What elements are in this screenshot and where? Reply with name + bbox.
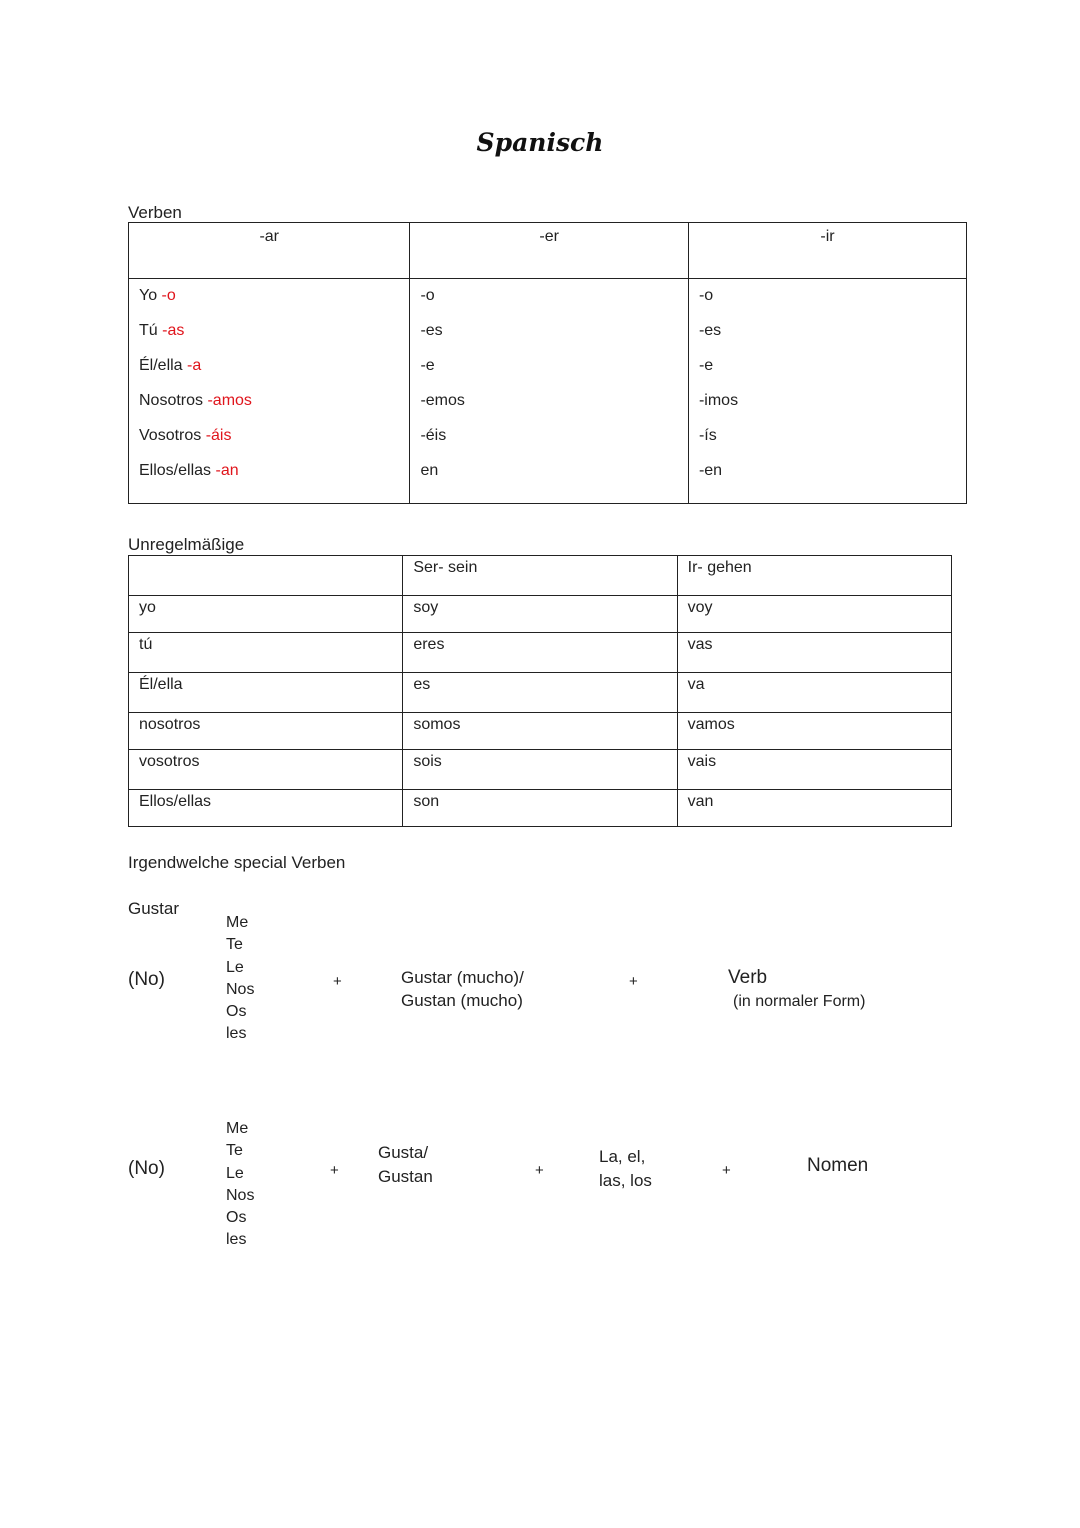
list-item: -e: [698, 357, 714, 374]
table-cell: vamos: [677, 713, 951, 750]
list-item: Él/ella -a: [139, 357, 202, 374]
list-item: -e: [420, 357, 435, 374]
pronoun-item: Nos: [226, 980, 255, 998]
table-cell: es: [403, 673, 677, 713]
list-item: -en: [698, 462, 723, 479]
pronoun-item: Le: [226, 1164, 244, 1182]
list-item: -o: [698, 287, 714, 304]
gusta-line: Gustan: [378, 1167, 433, 1186]
list-item: -es: [698, 322, 722, 339]
list-item: -o: [420, 287, 435, 304]
verb-label: Verb: [728, 967, 768, 988]
table-row: [129, 633, 952, 673]
table-header-row: [129, 223, 967, 279]
list-item: Ellos/ellas -an: [139, 462, 239, 479]
table-cell: van: [677, 790, 951, 827]
table-cell: somos: [403, 713, 677, 750]
special-verbs-label: Irgendwelche special Verben: [128, 853, 346, 872]
table-body-row: [129, 279, 967, 504]
table-cell: sois: [403, 750, 677, 790]
ir-column: [688, 279, 966, 504]
article-line: las, los: [599, 1171, 652, 1190]
verben-label: Verben: [128, 203, 182, 222]
header-er: -er: [410, 223, 689, 279]
table-cell: [129, 556, 403, 596]
list-item: Nosotros -amos: [139, 392, 252, 409]
table-cell: yo: [129, 596, 403, 633]
gustar-line: Gustar (mucho)/: [401, 968, 524, 987]
verb-note: (in normaler Form): [733, 993, 866, 1010]
table-cell: voy: [677, 596, 951, 633]
table-cell: Ser- sein: [403, 556, 677, 596]
table-cell: Él/ella: [129, 673, 403, 713]
pronoun-item: Me: [226, 1120, 249, 1137]
table-header-row: [129, 556, 952, 596]
table-row: [129, 673, 952, 713]
pronoun-item: Me: [226, 914, 249, 931]
header-ir: -ir: [688, 223, 966, 279]
gustar-line: Gustan (mucho): [401, 991, 523, 1010]
plus-sign: +: [330, 1162, 339, 1179]
table-row: [129, 596, 952, 633]
list-item: Yo -o: [139, 287, 176, 304]
no-label: (No): [128, 1158, 165, 1179]
list-item: -ís: [698, 427, 717, 444]
table-row: [129, 750, 952, 790]
list-item: -imos: [698, 392, 739, 409]
irregular-verbs-table: [128, 555, 952, 827]
list-item: en: [420, 462, 439, 479]
pronoun-item: Le: [226, 958, 244, 976]
table-cell: Ellos/ellas: [129, 790, 403, 827]
plus-sign: +: [722, 1162, 731, 1179]
page-title: Spanisch: [476, 128, 604, 157]
table-cell: vais: [677, 750, 951, 790]
ar-column: [129, 279, 410, 504]
list-item: -éis: [420, 427, 447, 444]
er-column: [410, 279, 689, 504]
pronoun-item: Te: [226, 1142, 243, 1160]
list-item: -es: [420, 322, 443, 339]
table-row: [129, 713, 952, 750]
pronoun-item: les: [226, 1231, 247, 1249]
pronoun-item: Te: [226, 936, 243, 954]
pronoun-stack: [226, 1118, 254, 1252]
gustar-forms: [401, 966, 524, 1012]
table-cell: eres: [403, 633, 677, 673]
list-item: Vosotros -áis: [139, 427, 232, 444]
pronoun-item: Os: [226, 1003, 247, 1021]
table-cell: va: [677, 673, 951, 713]
article-forms: [599, 1145, 652, 1193]
table-cell: Ir- gehen: [677, 556, 951, 596]
article-line: La, el,: [599, 1147, 646, 1166]
table-cell: soy: [403, 596, 677, 633]
pronoun-item: Nos: [226, 1186, 255, 1204]
gusta-line: Gusta/: [378, 1143, 429, 1162]
table-cell: tú: [129, 633, 403, 673]
verb-endings-table: [128, 222, 967, 504]
nomen-label: Nomen: [807, 1155, 869, 1176]
gusta-forms: [378, 1141, 433, 1189]
pronoun-stack: [226, 912, 254, 1046]
no-label: (No): [128, 969, 165, 990]
table-row: [129, 790, 952, 827]
plus-sign: +: [535, 1162, 544, 1179]
unregel-label: Unregelmäßige: [128, 535, 245, 554]
table-cell: vosotros: [129, 750, 403, 790]
table-cell: vas: [677, 633, 951, 673]
table-cell: son: [403, 790, 677, 827]
table-cell: nosotros: [129, 713, 403, 750]
plus-sign: +: [629, 973, 638, 990]
pronoun-item: Os: [226, 1209, 247, 1227]
header-ar: -ar: [129, 223, 410, 279]
gustar-label: Gustar: [128, 899, 180, 918]
plus-sign: +: [333, 973, 342, 990]
pronoun-item: les: [226, 1025, 247, 1043]
list-item: -emos: [420, 392, 465, 409]
list-item: Tú -as: [139, 322, 185, 339]
